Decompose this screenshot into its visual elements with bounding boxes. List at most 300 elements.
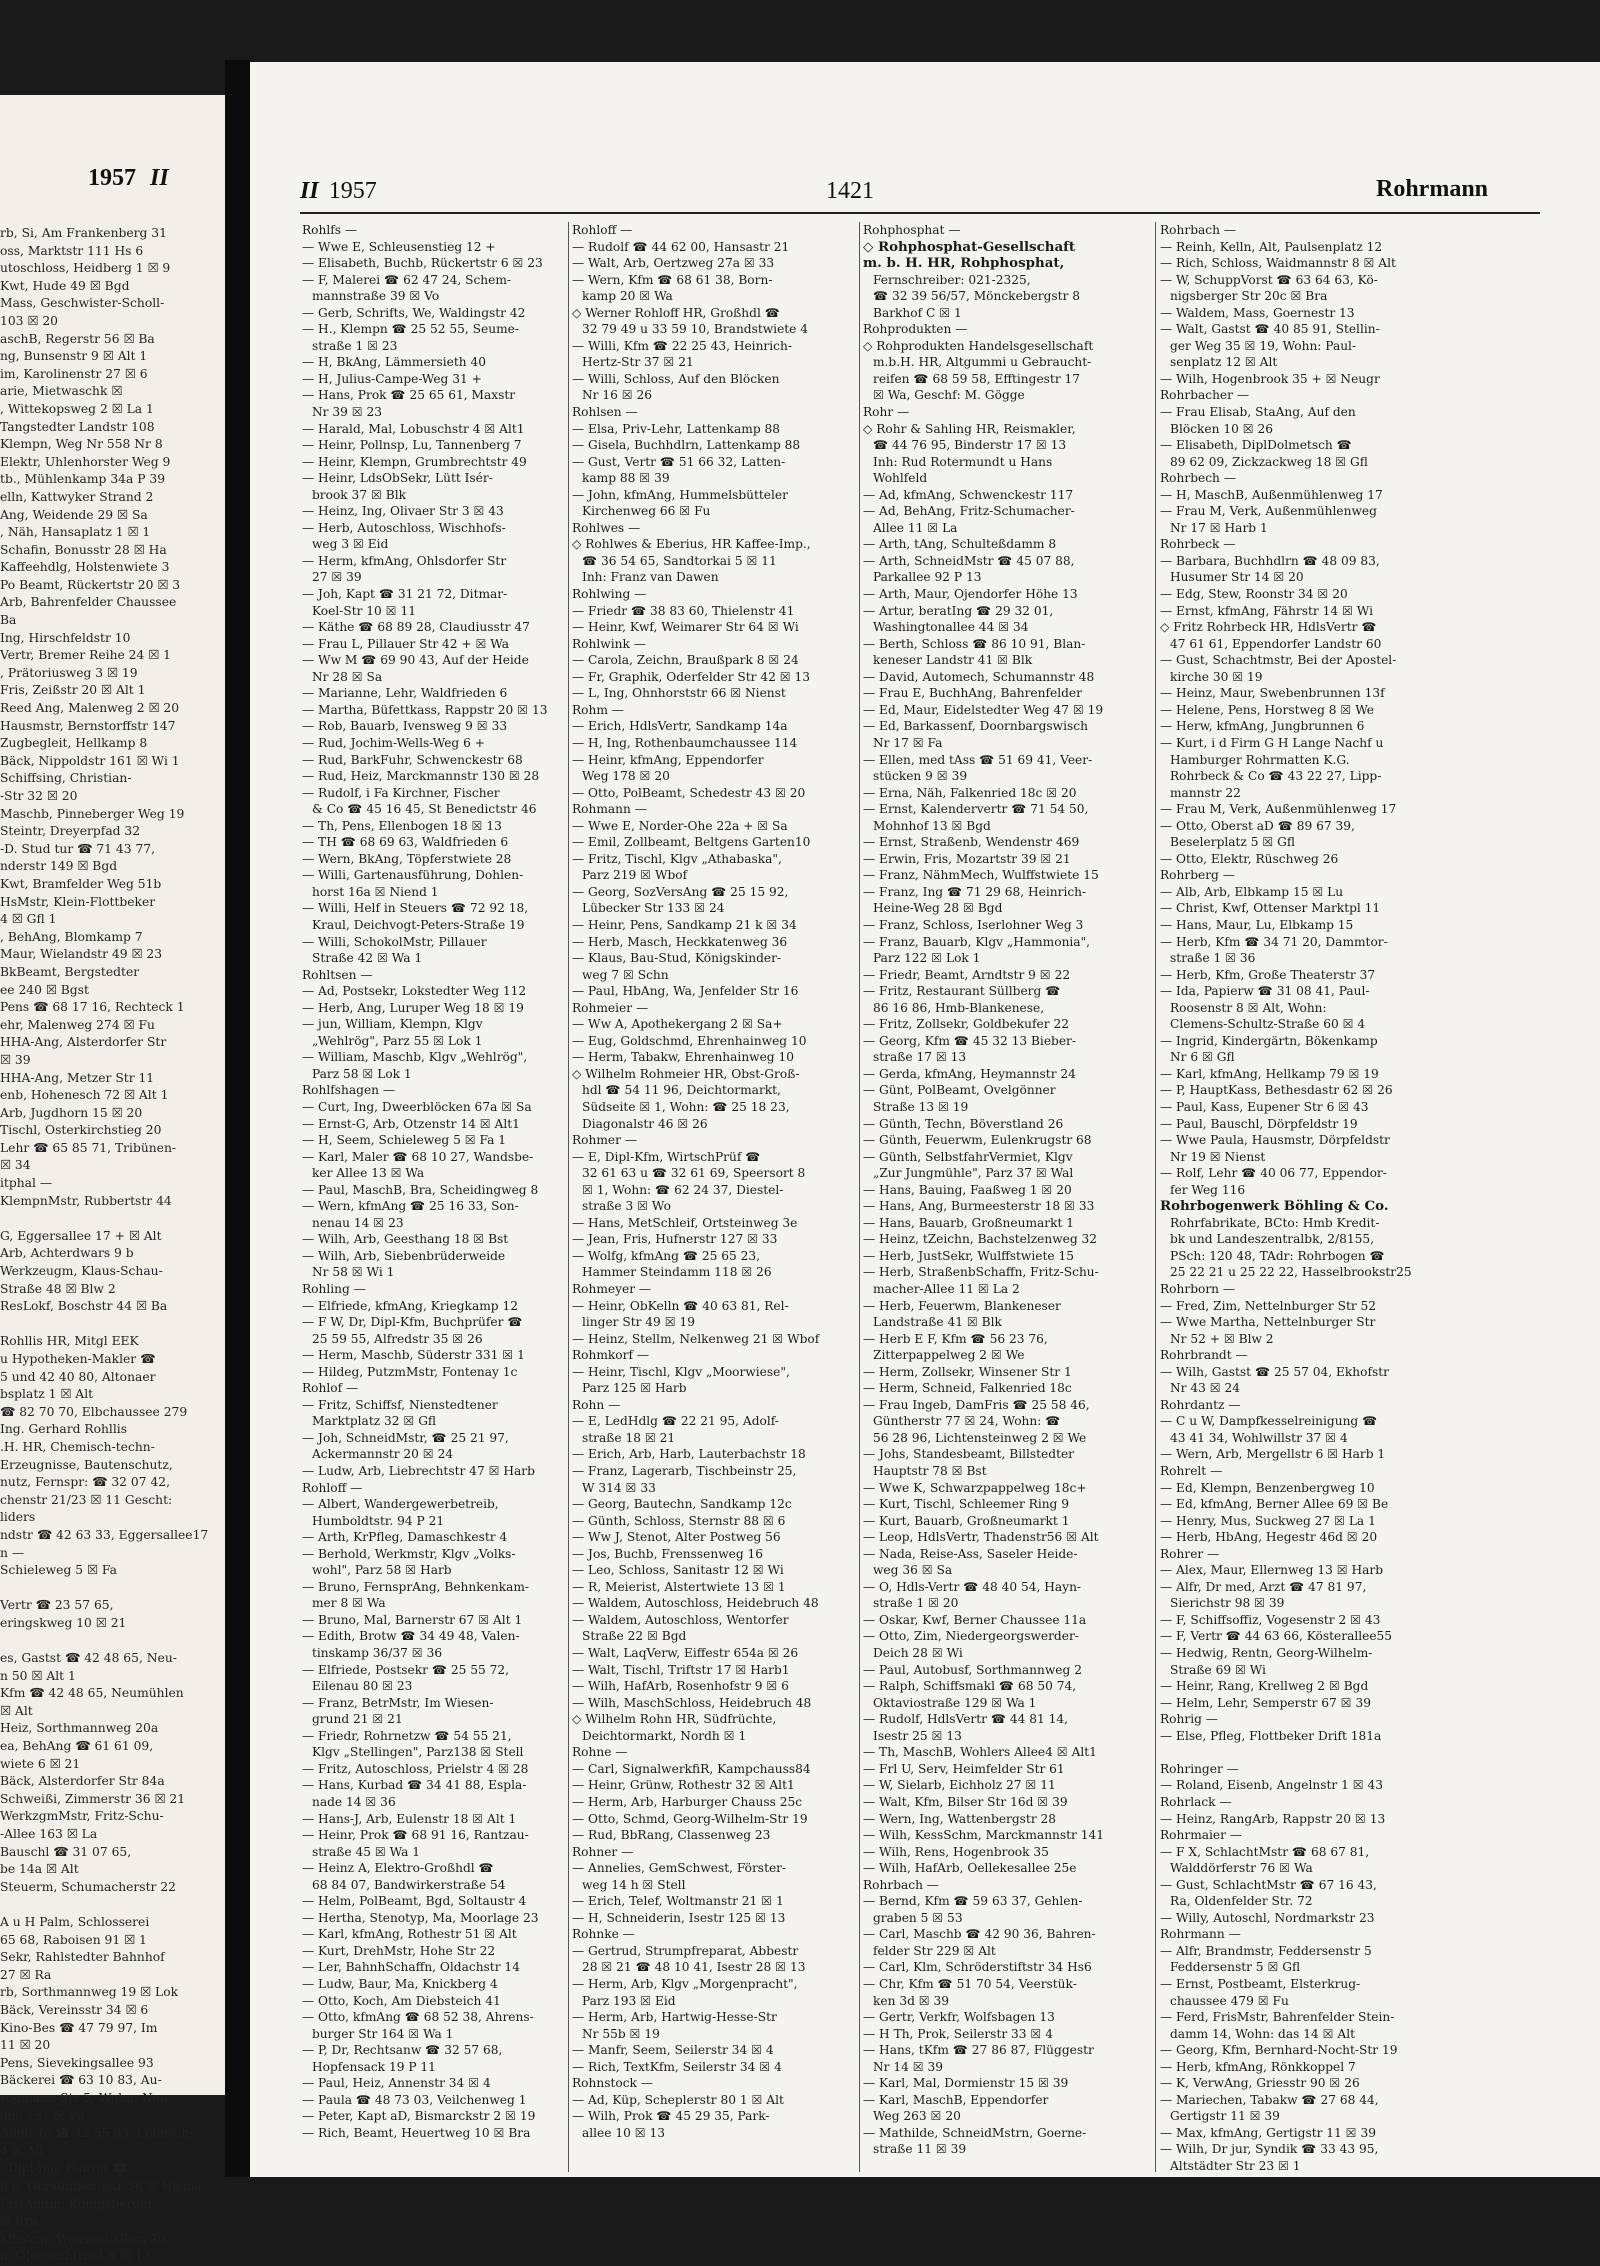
directory-entry-line: — Heinr, Tischl, Klgv „Moorwiese", bbox=[572, 1364, 790, 1379]
left-page-line: ☒ Alt bbox=[0, 1703, 33, 1718]
left-page-line: Schieleweg 5 ☒ Fa bbox=[0, 1563, 117, 1578]
directory-entry-line: straße 11 ☒ 39 bbox=[873, 2142, 967, 2157]
directory-entry-line: m.b.H. HR, Altgummi u Gebraucht- bbox=[873, 355, 1092, 370]
directory-entry-line: — Otto, Koch, Am Diebsteich 41 bbox=[302, 1993, 501, 2008]
directory-entry-line: 56 28 96, Lichtensteinweg 2 ☒ We bbox=[873, 1430, 1087, 1445]
directory-entry-line: — Waldem, Autoschloss, Heidebruch 48 bbox=[572, 1596, 819, 1611]
directory-entry-line: Nr 55b ☒ 19 bbox=[582, 2026, 660, 2041]
left-page-line: and 131 ☒ Fa bbox=[0, 2108, 85, 2123]
directory-entry-line: — Arth, SchneidMstr ☎ 45 07 88, bbox=[863, 553, 1075, 568]
directory-entry-line: — Edith, Brotw ☎ 34 49 48, Valen- bbox=[302, 1629, 520, 1644]
directory-entry-line: — Johs, Standesbeamt, Billstedter bbox=[863, 1447, 1075, 1462]
directory-entry-line: — Otto, PolBeamt, Schedestr 43 ☒ 20 bbox=[572, 785, 806, 800]
directory-entry-line: — Herm, Arb, Hartwig-Hesse-Str bbox=[572, 2010, 777, 2025]
directory-entry-line: straße 3 ☒ Wo bbox=[582, 1199, 671, 1214]
left-page-line: Straße 48 ☒ Blw 2 bbox=[0, 1281, 116, 1296]
directory-entry-line: — Friedr, Beamt, Arndtstr 9 ☒ 22 bbox=[863, 967, 1071, 982]
left-page-line: Bäck, Vereinsstr 34 ☒ 6 bbox=[0, 2002, 149, 2017]
directory-entry-line: — Franz, Schloss, Iserlohner Weg 3 bbox=[863, 917, 1084, 932]
directory-entry-line: — Günt, PolBeamt, Ovelgönner bbox=[863, 1083, 1056, 1098]
directory-entry-line: — Herb, JustSekr, Wulffstwiete 15 bbox=[863, 1248, 1074, 1263]
column-rule bbox=[568, 222, 569, 2172]
directory-entry-line: Hertz-Str 37 ☒ 21 bbox=[582, 355, 694, 370]
left-page-line: enb, Hohenesch 72 ☒ Alt 1 bbox=[0, 1088, 169, 1103]
directory-entry-line: — Fr, Graphik, Oderfelder Str 42 ☒ 13 bbox=[572, 669, 811, 684]
directory-entry-line: Rohloff — bbox=[302, 1480, 363, 1495]
left-page-line: , Dipl-Ing, Baurat ☎ bbox=[0, 2161, 128, 2176]
directory-entry-line: — Rob, Bauarb, Ivensweg 9 ☒ 33 bbox=[302, 719, 508, 734]
directory-entry-line: Nr 6 ☒ Gfl bbox=[1170, 1050, 1235, 1065]
directory-entry-line: Nr 52 + ☒ Blw 2 bbox=[1170, 1331, 1274, 1346]
directory-entry-line: — Karl, kfmAng, Hellkamp 79 ☒ 19 bbox=[1160, 1066, 1379, 1081]
left-page-line: Schweißi, Zimmerstr 36 ☒ 21 bbox=[0, 1791, 186, 1806]
header-roman: II bbox=[300, 178, 319, 204]
directory-entry-line: Rohnstock — bbox=[572, 2076, 653, 2091]
directory-entry-line: — Herm, Schneid, Falkenried 18c bbox=[863, 1381, 1072, 1396]
directory-entry-line: — Wilh, Gastst ☎ 25 57 04, Ekhofstr bbox=[1160, 1364, 1389, 1379]
directory-entry-line: — Mariechen, Tabakw ☎ 27 68 44, bbox=[1160, 2092, 1379, 2107]
directory-entry-line: — Heinz, tZeichn, Bachstelzenweg 32 bbox=[863, 1232, 1098, 1247]
directory-column-2 bbox=[572, 222, 859, 2141]
directory-entry-line: weg 7 ☒ Schn bbox=[582, 967, 669, 982]
directory-entry-line: — Heinr, ObKelln ☎ 40 63 81, Rel- bbox=[572, 1298, 789, 1313]
directory-entry-line: — Rudolf ☎ 44 62 00, Hansastr 21 bbox=[572, 239, 790, 254]
directory-entry-line: — Wilh, HafArb, Oellekesallee 25e bbox=[863, 1861, 1077, 1876]
directory-entry-line: — Walt, Tischl, Triftstr 17 ☒ Harb1 bbox=[572, 1662, 790, 1677]
directory-entry-line: — Fritz, Restaurant Süllberg ☎ bbox=[863, 984, 1061, 999]
directory-entry-line: weg 36 ☒ Sa bbox=[873, 1563, 953, 1578]
directory-entry-line: — Berhold, Werkmstr, Klgv „Volks- bbox=[302, 1546, 516, 1561]
directory-entry-line: — Ed, kfmAng, Berner Allee 69 ☒ Be bbox=[1160, 1497, 1389, 1512]
directory-entry-line: — H, BkAng, Lämmersieth 40 bbox=[302, 355, 486, 370]
left-page-line: Zugbegleit, Hellkamp 8 bbox=[0, 736, 148, 751]
left-page-line: Auguste ☎ 42 55 83, Lobusch- bbox=[0, 2126, 194, 2141]
directory-entry-line: — Rud, BarkFuhr, Schwenckestr 68 bbox=[302, 752, 523, 767]
directory-entry-line: — Marianne, Lehr, Waldfrieden 6 bbox=[302, 686, 508, 701]
left-page-line: Reed Ang, Malenweg 2 ☒ 20 bbox=[0, 701, 180, 716]
directory-entry-line: Nr 14 ☒ 39 bbox=[873, 2059, 944, 2074]
directory-entry-line: — Paula ☎ 48 73 03, Veilchenweg 1 bbox=[302, 2092, 527, 2107]
directory-entry-line: — Elfriede, Postsekr ☎ 25 55 72, bbox=[302, 1662, 510, 1677]
directory-entry-line: Landstraße 41 ☒ Blk bbox=[873, 1315, 1002, 1330]
header-year: 1957 bbox=[328, 178, 377, 204]
directory-entry-line: — Joh, SchneidMstr, ☎ 25 21 97, bbox=[302, 1430, 509, 1445]
directory-column-3 bbox=[863, 222, 1150, 2158]
left-page-line: Klempn, Weg Nr 558 Nr 8 bbox=[0, 437, 163, 452]
directory-entry-line: Barkhof C ☒ 1 bbox=[873, 305, 962, 320]
directory-entry-line: — Wilh, Hogenbrook 35 + ☒ Neugr bbox=[1160, 371, 1380, 386]
directory-entry-line: Hopfensack 19 P 11 bbox=[312, 2059, 436, 2074]
directory-entry-line: kirche 30 ☒ 19 bbox=[1170, 669, 1263, 684]
directory-entry-line: — Paul, Kass, Eupener Str 6 ☒ 43 bbox=[1160, 1099, 1369, 1114]
directory-entry-line: Nr 16 ☒ 26 bbox=[582, 388, 653, 403]
left-page-line: itphal — bbox=[0, 1176, 53, 1191]
directory-entry-line: — Rich, TextKfm, Seilerstr 34 ☒ 4 bbox=[572, 2059, 782, 2074]
left-page-line: u Hypotheken-Makler ☎ bbox=[0, 1352, 156, 1366]
left-page-line: Heiz, Sorthmannweg 20a bbox=[0, 1721, 159, 1736]
directory-entry-line: — Elisabeth, Buchb, Rückertstr 6 ☒ 23 bbox=[302, 256, 543, 271]
directory-entry-line: ◇ Wilhelm Rohn HR, Südfrüchte, bbox=[572, 1712, 777, 1727]
left-page-line: Tischl, Osterkirchstieg 20 bbox=[0, 1123, 162, 1138]
directory-entry-line: — Heinz, Maur, Swebenbrunnen 13f bbox=[1160, 686, 1385, 701]
directory-entry-line: mer 8 ☒ Wa bbox=[312, 1596, 386, 1611]
left-page-line: 5 und 42 40 80, Altonaer bbox=[0, 1369, 156, 1384]
left-page-line: .H. HR, Chemisch-techn- bbox=[0, 1439, 155, 1454]
directory-entry-line: ken 3d ☒ 39 bbox=[873, 1993, 950, 2008]
left-page-line: ehr, Malenweg 274 ☒ Fu bbox=[0, 1017, 155, 1032]
left-page-line: Tangstedter Landstr 108 bbox=[0, 419, 155, 434]
directory-entry-line: — Erich, HdlsVertr, Sandkamp 14a bbox=[572, 719, 788, 734]
directory-entry-line: ☎ 44 76 95, Binderstr 17 ☒ 13 bbox=[873, 438, 1067, 453]
directory-entry-line: Altstädter Str 23 ☒ 1 bbox=[1170, 2158, 1301, 2173]
left-page-line bbox=[0, 1896, 210, 1914]
directory-entry-line: — Herb, Kfm, Große Theaterstr 37 bbox=[1160, 967, 1376, 982]
directory-entry-line: — Herm, kfmAng, Ohlsdorfer Str bbox=[302, 553, 507, 568]
directory-entry-line: — P, Dr, Rechtsanw ☎ 32 57 68, bbox=[302, 2043, 503, 2058]
column-rule bbox=[1155, 222, 1156, 2172]
directory-entry-line: — Ww J, Stenot, Alter Postweg 56 bbox=[572, 1530, 781, 1545]
directory-entry-line: 32 61 63 u ☎ 32 61 69, Speersort 8 bbox=[582, 1166, 806, 1181]
directory-entry-line: — H, Schneiderin, Isestr 125 ☒ 13 bbox=[572, 1910, 786, 1925]
directory-entry-line: burger Str 164 ☒ Wa 1 bbox=[312, 2026, 454, 2041]
directory-entry-line: Klgv „Stellingen", Parz138 ☒ Stell bbox=[312, 1745, 524, 1760]
directory-entry-line: Ra, Oldenfelder Str. 72 bbox=[1170, 1894, 1313, 1909]
directory-entry-line: — Karl, kfmAng, Rothestr 51 ☒ Alt bbox=[302, 1927, 517, 1942]
left-page-line: A u H Palm, Schlosserei bbox=[0, 1915, 150, 1929]
directory-entry-line: — Walt, LaqVerw, Eiffestr 654a ☒ 26 bbox=[572, 1646, 799, 1661]
directory-entry-line: — Rudolf, HdlsVertr ☎ 44 81 14, bbox=[863, 1712, 1069, 1727]
directory-entry-line: chaussee 479 ☒ Fu bbox=[1170, 1993, 1289, 2008]
directory-entry-line: tinskamp 36/37 ☒ 36 bbox=[312, 1646, 443, 1661]
directory-entry-line: — Elisabeth, DiplDolmetsch ☎ bbox=[1160, 438, 1352, 453]
directory-entry-line: — jun, William, Klempn, Klgv bbox=[302, 1017, 483, 1032]
directory-entry-line: Beselerplatz 5 ☒ Gfl bbox=[1170, 835, 1296, 850]
directory-entry-line: Rohling — bbox=[302, 1282, 366, 1296]
directory-entry-line: Rohmann — bbox=[572, 802, 647, 817]
directory-entry-line: Koel-Str 10 ☒ 11 bbox=[312, 603, 416, 618]
directory-entry-line: straße 17 ☒ 13 bbox=[873, 1050, 967, 1065]
directory-entry-line: — Gust, Vertr ☎ 51 66 32, Latten- bbox=[572, 454, 786, 469]
directory-entry-line: — K, VerwAng, Griesstr 90 ☒ 26 bbox=[1160, 2076, 1360, 2091]
directory-entry-line: Inh: Rud Rotermundt u Hans bbox=[873, 454, 1053, 469]
left-page-line: n, Olewischtwiet 9 ☒ 13 bbox=[0, 2249, 151, 2264]
directory-entry-line: — Käthe ☎ 68 89 28, Claudiusstr 47 bbox=[302, 620, 530, 635]
directory-entry-line: Washingtonallee 44 ☒ 34 bbox=[873, 620, 1029, 635]
directory-entry-line: Straße 69 ☒ Wi bbox=[1170, 1662, 1266, 1677]
left-page bbox=[0, 95, 225, 2264]
directory-entry-line: Nr 39 ☒ 23 bbox=[312, 405, 383, 420]
directory-entry-line: — Gerb, Schrifts, We, Waldingstr 42 bbox=[302, 305, 526, 320]
directory-entry-line: — Wern, Ing, Wattenbergstr 28 bbox=[863, 1811, 1057, 1826]
directory-entry-line: ☒ Wa, Geschf: M. Gögge bbox=[873, 388, 1025, 403]
directory-entry-line: Parz 58 ☒ Lok 1 bbox=[312, 1066, 412, 1081]
directory-entry-line: — Alfr, Dr med, Arzt ☎ 47 81 97, bbox=[1160, 1579, 1367, 1594]
directory-entry-line: — Franz, Ing ☎ 71 29 68, Heinrich- bbox=[863, 884, 1087, 899]
directory-entry-line: — Heinr, Kwf, Weimarer Str 64 ☒ Wi bbox=[572, 620, 799, 635]
directory-entry-line: — Else, Pfleg, Flottbeker Drift 181a bbox=[1160, 1728, 1382, 1743]
directory-entry-line: straße 18 ☒ 21 bbox=[582, 1430, 676, 1445]
directory-entry-line: Parz 193 ☒ Eid bbox=[582, 1993, 676, 2008]
directory-entry-line: Straße 22 ☒ Bgd bbox=[582, 1629, 687, 1644]
directory-entry-line: ◇ Rohprodukten Handelsgesellschaft bbox=[863, 338, 1094, 353]
directory-entry-line: — Heinr, kfmAng, Eppendorfer bbox=[572, 752, 764, 767]
directory-entry-line: — Elsa, Priv-Lehr, Lattenkamp 88 bbox=[572, 421, 781, 436]
directory-entry-line: — Karl, Mal, Dormienstr 15 ☒ 39 bbox=[863, 2076, 1069, 2091]
directory-entry-line: — Franz, BetrMstr, Im Wiesen- bbox=[302, 1695, 494, 1710]
directory-entry-line: — Ad, kfmAng, Schwenckestr 117 bbox=[863, 487, 1074, 502]
directory-entry-line: ☒ 1, Wohn: ☎ 62 24 37, Diestel- bbox=[582, 1182, 784, 1197]
directory-entry-line: mannstr 22 bbox=[1170, 785, 1241, 800]
left-page-line: , BehAng, Blomkamp 7 bbox=[0, 929, 143, 944]
directory-entry-line: mannstraße 39 ☒ Vo bbox=[312, 289, 440, 304]
directory-entry-line: Rohprodukten — bbox=[863, 322, 968, 337]
directory-entry-line: nade 14 ☒ 36 bbox=[312, 1794, 396, 1809]
left-page-line: be 14a ☒ Alt bbox=[0, 1862, 79, 1877]
directory-entry-line: — Franz, NähmMech, Wulffstwiete 15 bbox=[863, 868, 1099, 883]
left-page-line: Kwt, Hude 49 ☒ Bgd bbox=[0, 278, 130, 293]
left-page-line: 27 ☒ Ra bbox=[0, 1967, 52, 1982]
directory-entry-line: keneser Landstr 41 ☒ Blk bbox=[873, 653, 1033, 668]
directory-entry-line: „Zur Jungmühle", Parz 37 ☒ Wal bbox=[873, 1166, 1074, 1181]
directory-entry-line: — Ed, Maur, Eidelstedter Weg 47 ☒ 19 bbox=[863, 702, 1104, 717]
directory-entry-line: — Nada, Reise-Ass, Saseler Heide- bbox=[863, 1546, 1078, 1561]
directory-entry-line: — Willi, SchokolMstr, Pillauer bbox=[302, 934, 487, 949]
directory-entry-line: — Peter, Kapt aD, Bismarckstr 2 ☒ 19 bbox=[302, 2109, 536, 2124]
left-page-line: -Str 32 ☒ 20 bbox=[0, 789, 78, 803]
directory-entry-line: ◇ Fritz Rohrbeck HR, HdlsVertr ☎ bbox=[1160, 620, 1377, 635]
left-page-line: ☒ 39 bbox=[0, 1052, 31, 1067]
directory-entry-line: — Ad, BehAng, Fritz-Schumacher- bbox=[863, 504, 1075, 519]
directory-entry-line: — Fritz, Autoschloss, Prielstr 4 ☒ 28 bbox=[302, 1761, 529, 1776]
directory-entry-line: — Annelies, GemSchwest, Förster- bbox=[572, 1861, 787, 1876]
left-page-line: ☒ Bra bbox=[0, 2214, 38, 2229]
directory-entry-line: — Paul, Bauschl, Dörpfeldstr 19 bbox=[1160, 1116, 1358, 1131]
directory-entry-line: Rohne — bbox=[572, 1745, 628, 1760]
directory-column-1 bbox=[302, 222, 564, 2141]
directory-entry-line: — Willi, Kfm ☎ 22 25 43, Heinrich- bbox=[572, 338, 792, 353]
directory-entry-line: — Herm, Tabakw, Ehrenhainweg 10 bbox=[572, 1050, 794, 1065]
directory-entry-line: Parkallee 92 P 13 bbox=[873, 570, 982, 585]
directory-entry-line: — L, Ing, Ohnhorststr 66 ☒ Nienst bbox=[572, 686, 786, 701]
left-page-line: KlempnMstr, Rubbertstr 44 bbox=[0, 1193, 172, 1208]
left-page-line: Lehr ☎ 65 85 71, Tribünen- bbox=[0, 1140, 177, 1155]
directory-entry-line: — E, LedHdlg ☎ 22 21 95, Adolf- bbox=[572, 1414, 779, 1429]
left-page-line: ndstr ☎ 42 63 33, Eggersallee17 bbox=[0, 1527, 209, 1542]
left-page-line: nutz, Fernspr: ☎ 32 07 42, bbox=[0, 1475, 171, 1490]
page-number: 1421 bbox=[826, 178, 874, 204]
left-page-line: Arb, Achterdwars 9 b bbox=[0, 1246, 134, 1261]
directory-entry-line: — W, SchuppVorst ☎ 63 64 63, Kö- bbox=[1160, 272, 1378, 287]
directory-entry-line: graben 5 ☒ 53 bbox=[873, 1910, 963, 1925]
directory-entry-line: — Wilh, MaschSchloss, Heidebruch 48 bbox=[572, 1695, 812, 1710]
directory-entry-line: — Wwe Martha, Nettelnburger Str bbox=[1160, 1315, 1376, 1330]
directory-entry-line: — Alex, Maur, Ellernweg 13 ☒ Harb bbox=[1160, 1563, 1384, 1578]
directory-entry-line: — Ralph, Schiffsmakl ☎ 68 50 74, bbox=[863, 1679, 1077, 1694]
directory-entry-line: — Paul, Heiz, Annenstr 34 ☒ 4 bbox=[302, 2076, 491, 2091]
directory-entry-line: Rohrbach — bbox=[863, 1877, 939, 1892]
left-page-line: bsplatz 1 ☒ Alt bbox=[0, 1387, 94, 1402]
directory-entry-line: Rohrlack — bbox=[1160, 1794, 1232, 1809]
directory-entry-line: Nr 17 ☒ Fa bbox=[873, 735, 943, 750]
directory-entry-line: Straße 13 ☒ 19 bbox=[873, 1099, 969, 1114]
directory-entry-line: — Heinr, Grünw, Rothestr 32 ☒ Alt1 bbox=[572, 1778, 795, 1793]
directory-entry-line: — Herb, Feuerwm, Blankeneser bbox=[863, 1298, 1061, 1313]
directory-entry-line: — Herb, kfmAng, Rönkkoppel 7 bbox=[1160, 2059, 1356, 2074]
left-page-line: 103 ☒ 20 bbox=[0, 313, 58, 328]
directory-entry-line: straße 45 ☒ Wa 1 bbox=[312, 1844, 421, 1859]
directory-entry-line: ◇ Rohr & Sahling HR, Reismakler, bbox=[863, 421, 1076, 436]
directory-entry-line: — John, kfmAng, Hummelsbütteler bbox=[572, 487, 788, 502]
directory-entry-line: — Emil, Zollbeamt, Beltgens Garten10 bbox=[572, 835, 811, 850]
directory-entry-line: Parz 125 ☒ Harb bbox=[582, 1381, 687, 1396]
directory-entry-line: — Heinz, RangArb, Rappstr 20 ☒ 13 bbox=[1160, 1811, 1386, 1826]
directory-entry-line: — Hans, Bauarb, Großneumarkt 1 bbox=[863, 1215, 1075, 1230]
directory-entry-line: ☎ 32 39 56/57, Mönckebergstr 8 bbox=[873, 289, 1081, 304]
directory-entry-line: stücken 9 ☒ 39 bbox=[873, 769, 968, 784]
directory-entry-line: 47 61 61, Eppendorfer Landstr 60 bbox=[1170, 636, 1382, 651]
left-page-line: Werkzeugm, Klaus-Schau- bbox=[0, 1264, 163, 1279]
directory-entry-line: Mohnhof 13 ☒ Bgd bbox=[873, 818, 991, 833]
directory-entry-line: Allee 11 ☒ La bbox=[873, 520, 958, 535]
directory-entry-line: Rohrborn — bbox=[1160, 1282, 1236, 1296]
left-page-line: arie, Mietwaschk ☒ bbox=[0, 384, 123, 399]
directory-entry-line: Isestr 25 ☒ 13 bbox=[873, 1728, 962, 1743]
left-page-line: ☎ 82 70 70, Elbchaussee 279 bbox=[0, 1404, 188, 1419]
directory-entry-line: — Gust, SchlachtMstr ☎ 67 16 43, bbox=[1160, 1877, 1377, 1892]
directory-entry-line: — Reinh, Kelln, Alt, Paulsenplatz 12 bbox=[1160, 239, 1383, 254]
directory-entry-line: Rohringer — bbox=[1160, 1761, 1239, 1776]
directory-entry-line: — Herm, Arb, Harburger Chauss 25c bbox=[572, 1794, 803, 1809]
directory-entry-line: — Erich, Arb, Harb, Lauterbachstr 18 bbox=[572, 1447, 806, 1462]
directory-entry-line: — Ellen, med tAss ☎ 51 69 41, Veer- bbox=[863, 752, 1093, 767]
directory-entry-line: — Artur, beratIng ☎ 29 32 01, bbox=[863, 603, 1054, 618]
directory-entry-line: Rohlwing — bbox=[572, 587, 647, 602]
left-page-line: oss, Marktstr 111 Hs 6 bbox=[0, 243, 144, 258]
directory-entry-line: — Rich, Beamt, Heuertweg 10 ☒ Bra bbox=[302, 2125, 531, 2140]
left-page-line: Kaffeehdlg, Holstenwiete 3 bbox=[0, 560, 170, 575]
directory-entry-line: — Helene, Pens, Horstweg 8 ☒ We bbox=[1160, 702, 1374, 717]
directory-entry-line: Husumer Str 14 ☒ 20 bbox=[1170, 570, 1304, 585]
directory-entry-line: — Hildeg, PutzmMstr, Fontenay 1c bbox=[302, 1364, 518, 1379]
left-page-line: Arb, Jugdhorn 15 ☒ 20 bbox=[0, 1105, 143, 1120]
directory-entry-line: PSch: 120 48, TAdr: Rohrbogen ☎ bbox=[1170, 1248, 1385, 1263]
directory-entry-line: 89 62 09, Zickzackweg 18 ☒ Gfl bbox=[1170, 454, 1368, 469]
directory-entry-line: felder Str 229 ☒ Alt bbox=[873, 1943, 996, 1958]
left-page-line: , Näh, Hansaplatz 1 ☒ 1 bbox=[0, 525, 151, 540]
directory-entry-line: — Ernst-G, Arb, Otzenstr 14 ☒ Alt1 bbox=[302, 1116, 520, 1131]
directory-entry-line: — Wilh, KessSchm, Marckmannstr 141 bbox=[863, 1828, 1105, 1843]
directory-entry-line: — Gertr, Verkfr, Wolfsbagen 13 bbox=[863, 2010, 1055, 2025]
directory-entry-line: — Max, kfmAng, Gertigstr 11 ☒ 39 bbox=[1160, 2125, 1376, 2140]
directory-entry-line: Rohloff — bbox=[572, 223, 633, 237]
left-page-line: wiete 6 ☒ 21 bbox=[0, 1756, 81, 1771]
directory-entry-line: — Gust, Schachtmstr, Bei der Apostel- bbox=[1160, 653, 1397, 668]
directory-entry-line: 28 ☒ 21 ☎ 48 10 41, Isestr 28 ☒ 13 bbox=[582, 1960, 806, 1975]
directory-entry-line: — Frau Elisab, StaAng, Auf den bbox=[1160, 405, 1356, 420]
directory-entry-line: — Th, MaschB, Wohlers Allee4 ☒ Alt1 bbox=[863, 1745, 1097, 1760]
directory-entry-line: — Herw, kfmAng, Jungbrunnen 6 bbox=[1160, 719, 1365, 734]
left-page-line: Bäck, Alsterdorfer Str 84a bbox=[0, 1774, 165, 1789]
left-page-line: Po Beamt, Rückertstr 20 ☒ 3 bbox=[0, 577, 181, 592]
left-page-line: 4 ☒ Gfl 1 bbox=[0, 912, 57, 927]
left-page-line: ResLokf, Boschstr 44 ☒ Ba bbox=[0, 1299, 168, 1314]
left-page-line: , Wittekopsweg 2 ☒ La 1 bbox=[0, 401, 154, 416]
directory-entry-line: — Günth, Schloss, Sternstr 88 ☒ 6 bbox=[572, 1513, 786, 1528]
directory-entry-line: — Chr, Kfm ☎ 51 70 54, Veerstük- bbox=[863, 1976, 1077, 1991]
directory-entry-line: — Oskar, Kwf, Berner Chaussee 11a bbox=[863, 1612, 1087, 1627]
left-page-line: 9 6, Gerstenbergstr 36 ☒ Nienst bbox=[0, 2178, 203, 2193]
left-page-column bbox=[0, 225, 210, 2266]
directory-entry-line: — Arth, tAng, Schulteßdamm 8 bbox=[863, 537, 1057, 552]
directory-entry-line: ◇ Rohphosphat-Gesellschaft bbox=[863, 238, 1076, 255]
directory-entry-line: Güntherstr 77 ☒ 24, Wohn: ☎ bbox=[873, 1414, 1061, 1429]
directory-entry-line: Kirchenweg 66 ☒ Fu bbox=[582, 504, 711, 519]
left-page-line: Kfm ☎ 42 48 65, Neumühlen bbox=[0, 1686, 184, 1701]
directory-entry-line: — Hans, Prok ☎ 25 65 61, Maxstr bbox=[302, 388, 516, 403]
directory-entry-line: — P, HauptKass, Bethesdastr 62 ☒ 26 bbox=[1160, 1083, 1393, 1098]
directory-entry-line: — Klaus, Bau-Stud, Königskinder- bbox=[572, 951, 782, 966]
directory-entry-line: — Kurt, Tischl, Schleemer Ring 9 bbox=[863, 1497, 1069, 1512]
directory-entry-line: — Albert, Wandergewerbetreib, bbox=[302, 1497, 499, 1512]
left-page-line: JustAmtm, Königsberger bbox=[0, 2196, 154, 2211]
directory-entry-line: bk und Landeszentralbk, 2/8155, bbox=[1170, 1232, 1374, 1247]
directory-entry-line: — Heinr, Pollnsp, Lu, Tannenberg 7 bbox=[302, 438, 522, 453]
left-page-line: ☒ 34 bbox=[0, 1158, 31, 1173]
directory-entry-line: — Kurt, i d Firm G H Lange Nachf u bbox=[1160, 735, 1384, 750]
directory-entry-line: — Heinz A, Elektro-Großhdl ☎ bbox=[302, 1861, 494, 1876]
directory-entry-line: Rohlwes — bbox=[572, 520, 641, 535]
directory-entry-line: — Christ, Kwf, Ottenser Marktpl 11 bbox=[1160, 901, 1381, 916]
directory-entry-line: reifen ☎ 68 59 58, Efftingestr 17 bbox=[873, 371, 1081, 386]
left-page-line: eringskweg 10 ☒ 21 bbox=[0, 1615, 127, 1630]
directory-entry-line: — Herm, Arb, Klgv „Morgenpracht", bbox=[572, 1976, 798, 1991]
directory-entry-line: allee 10 ☒ 13 bbox=[582, 2125, 666, 2140]
left-page-line: Rohllis HR, Mitgl EEK bbox=[0, 1334, 139, 1349]
left-page-line: rb, Sorthmannweg 19 ☒ Lok bbox=[0, 1985, 179, 2000]
directory-entry-line: — Ed, Barkassenf, Doornbargswisch bbox=[863, 719, 1088, 734]
directory-entry-line: — Otto, kfmAng ☎ 68 52 38, Ahrens- bbox=[302, 2010, 534, 2025]
directory-entry-line: Rohrbacher — bbox=[1160, 388, 1250, 403]
directory-column-4 bbox=[1160, 222, 1450, 2175]
directory-entry-line: Wohlfeld bbox=[873, 471, 928, 486]
directory-entry-line: — Heinr, Prok ☎ 68 91 16, Rantzau- bbox=[302, 1828, 529, 1843]
directory-entry-line: — Barbara, Buchhdlrn ☎ 48 09 83, bbox=[1160, 553, 1380, 568]
left-page-line bbox=[0, 1633, 210, 1651]
directory-entry-line: — Günth, SelbstfahrVermiet, Klgv bbox=[863, 1149, 1073, 1164]
directory-entry-line: — F, Malerei ☎ 62 47 24, Schem- bbox=[302, 272, 512, 287]
left-page-line: Fris, Zeißstr 20 ☒ Alt 1 bbox=[0, 683, 146, 698]
directory-entry-line: 32 79 49 u 33 59 10, Brandstwiete 4 bbox=[582, 322, 809, 337]
left-page-line: 65 68, Raboisen 91 ☒ 1 bbox=[0, 1932, 147, 1947]
left-page-line: n 50 ☒ Alt 1 bbox=[0, 1668, 76, 1683]
directory-entry-line: — Rud, BbRang, Classenweg 23 bbox=[572, 1828, 771, 1843]
directory-entry-line: Rohmkorf — bbox=[572, 1348, 650, 1363]
directory-entry-line: straße 1 ☒ 23 bbox=[312, 338, 398, 353]
directory-entry-line: — Waldem, Autoschloss, Wentorfer bbox=[572, 1612, 789, 1627]
directory-entry-line: — Carola, Zeichn, Braußpark 8 ☒ 24 bbox=[572, 653, 799, 668]
directory-entry-line: Rohner — bbox=[572, 1844, 634, 1859]
directory-entry-line: ☎ 36 54 65, Sandtorkai 5 ☒ 11 bbox=[582, 553, 777, 568]
directory-entry-line: — Hedwig, Rentn, Georg-Wilhelm- bbox=[1160, 1646, 1373, 1661]
left-page-line: Maschb, Pinneberger Weg 19 bbox=[0, 806, 185, 821]
directory-entry-line: Rohrmaier — bbox=[1160, 1828, 1243, 1843]
left-page-line: Vertr, Bremer Reihe 24 ☒ 1 bbox=[0, 648, 171, 663]
directory-entry-line: — Hans, Bauing, Faaßweg 1 ☒ 20 bbox=[863, 1182, 1072, 1197]
left-page-line: Bäck, Nippoldstr 161 ☒ Wi 1 bbox=[0, 753, 180, 768]
left-page-line: Erzeugnisse, Bautenschutz, bbox=[0, 1457, 173, 1472]
directory-entry-line: weg 14 h ☒ Stell bbox=[582, 1877, 686, 1892]
left-page-line: 11 ☒ 20 bbox=[0, 2038, 51, 2053]
